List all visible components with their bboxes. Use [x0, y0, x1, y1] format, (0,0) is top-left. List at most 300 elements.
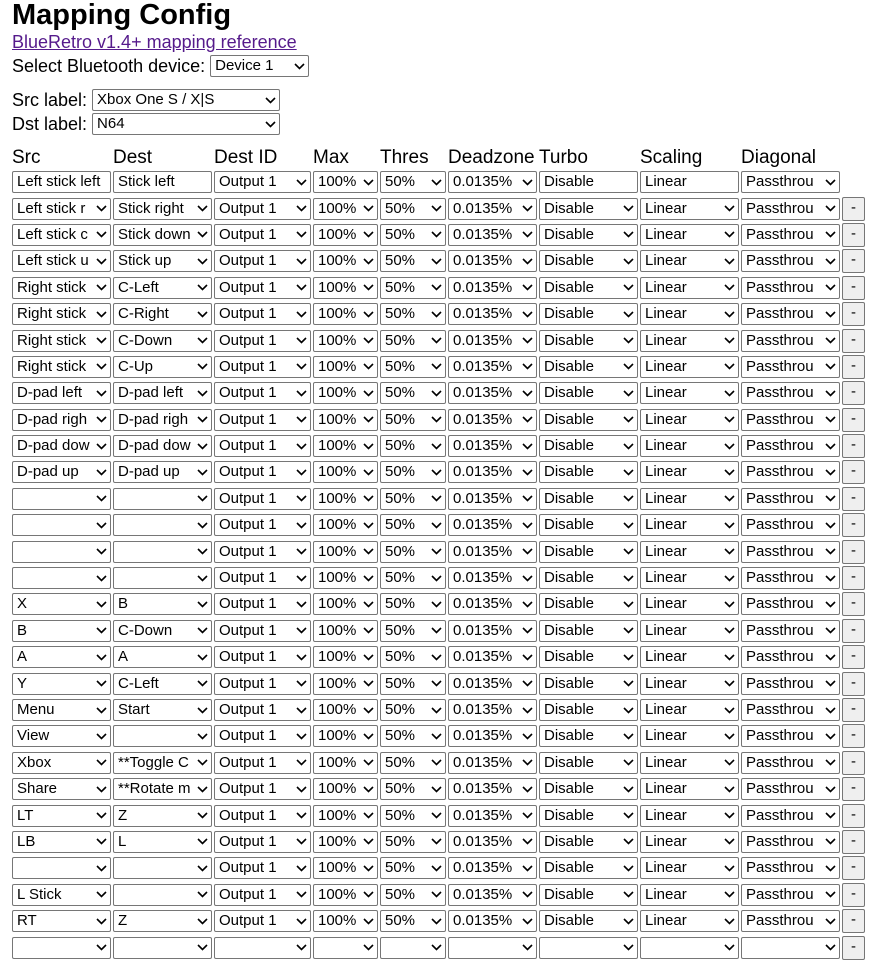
- scaling-select[interactable]: [640, 646, 739, 668]
- remove-row-button[interactable]: -: [842, 804, 865, 828]
- turbo-select[interactable]: [539, 435, 638, 457]
- turbo-select[interactable]: [539, 382, 638, 404]
- dest-id-select[interactable]: [214, 937, 311, 959]
- thres-select[interactable]: [380, 303, 446, 325]
- thres-select[interactable]: [380, 382, 446, 404]
- deadzone-select[interactable]: [448, 752, 537, 774]
- diagonal-select[interactable]: [741, 593, 840, 615]
- deadzone-select[interactable]: [448, 593, 537, 615]
- deadzone-select[interactable]: [448, 409, 537, 431]
- dest-id-select[interactable]: [214, 303, 311, 325]
- src-select[interactable]: [12, 461, 111, 483]
- scaling-select[interactable]: [640, 356, 739, 378]
- src-select[interactable]: [12, 699, 111, 721]
- max-select[interactable]: [313, 699, 378, 721]
- remove-row-button[interactable]: -: [842, 249, 865, 273]
- dest-id-select[interactable]: [214, 224, 311, 246]
- thres-select[interactable]: [380, 435, 446, 457]
- diagonal-select[interactable]: [741, 303, 840, 325]
- dest-id-select[interactable]: [214, 382, 311, 404]
- scaling-select[interactable]: [640, 514, 739, 536]
- dest-select[interactable]: [113, 910, 212, 932]
- diagonal-select[interactable]: [741, 831, 840, 853]
- remove-row-button[interactable]: -: [842, 566, 865, 590]
- remove-row-button[interactable]: -: [842, 645, 865, 669]
- deadzone-select[interactable]: [448, 435, 537, 457]
- diagonal-select[interactable]: [741, 330, 840, 352]
- diagonal-select[interactable]: [741, 620, 840, 642]
- dest-id-select[interactable]: [214, 567, 311, 589]
- dest-select[interactable]: [113, 356, 212, 378]
- dest-id-select[interactable]: [214, 514, 311, 536]
- dest-id-select[interactable]: [214, 541, 311, 563]
- thres-select[interactable]: [380, 910, 446, 932]
- diagonal-select[interactable]: [741, 409, 840, 431]
- dest-select[interactable]: [113, 593, 212, 615]
- scaling-select[interactable]: [640, 435, 739, 457]
- turbo-select[interactable]: [539, 303, 638, 325]
- thres-select[interactable]: [380, 409, 446, 431]
- scaling-select[interactable]: [640, 699, 739, 721]
- max-select[interactable]: [313, 409, 378, 431]
- dest-id-select[interactable]: [214, 831, 311, 853]
- diagonal-select[interactable]: [741, 699, 840, 721]
- dest-select[interactable]: [113, 673, 212, 695]
- dest-id-select[interactable]: [214, 646, 311, 668]
- max-select[interactable]: [313, 884, 378, 906]
- src-select[interactable]: [12, 303, 111, 325]
- deadzone-select[interactable]: [448, 937, 537, 959]
- thres-select[interactable]: [380, 884, 446, 906]
- turbo-select[interactable]: [539, 805, 638, 827]
- turbo-select[interactable]: [539, 673, 638, 695]
- src-select[interactable]: [12, 778, 111, 800]
- deadzone-select[interactable]: [448, 725, 537, 747]
- max-select[interactable]: [313, 725, 378, 747]
- src-select[interactable]: [12, 857, 111, 879]
- thres-select[interactable]: [380, 673, 446, 695]
- remove-row-button[interactable]: -: [842, 487, 865, 511]
- max-select[interactable]: [313, 171, 378, 193]
- max-select[interactable]: [313, 514, 378, 536]
- scaling-select[interactable]: [640, 567, 739, 589]
- max-select[interactable]: [313, 198, 378, 220]
- scaling-select[interactable]: [640, 488, 739, 510]
- dest-select[interactable]: [113, 435, 212, 457]
- dest-select[interactable]: [113, 382, 212, 404]
- deadzone-select[interactable]: [448, 910, 537, 932]
- mapping-reference-link[interactable]: BlueRetro v1.4+ mapping reference: [12, 32, 297, 52]
- diagonal-select[interactable]: [741, 884, 840, 906]
- scaling-select[interactable]: [640, 857, 739, 879]
- src-select[interactable]: [12, 198, 111, 220]
- remove-row-button[interactable]: -: [842, 751, 865, 775]
- thres-select[interactable]: [380, 699, 446, 721]
- turbo-select[interactable]: [539, 937, 638, 959]
- max-select[interactable]: [313, 646, 378, 668]
- src-select[interactable]: [12, 752, 111, 774]
- deadzone-select[interactable]: [448, 303, 537, 325]
- remove-row-button[interactable]: -: [842, 909, 865, 933]
- diagonal-select[interactable]: [741, 382, 840, 404]
- thres-select[interactable]: [380, 356, 446, 378]
- scaling-select[interactable]: [640, 937, 739, 959]
- dest-select[interactable]: [113, 937, 212, 959]
- max-select[interactable]: [313, 857, 378, 879]
- deadzone-select[interactable]: [448, 461, 537, 483]
- remove-row-button[interactable]: -: [842, 381, 865, 405]
- dest-select[interactable]: [113, 620, 212, 642]
- dest-select[interactable]: [113, 514, 212, 536]
- remove-row-button[interactable]: -: [842, 223, 865, 247]
- dest-select[interactable]: [113, 699, 212, 721]
- dest-id-select[interactable]: [214, 699, 311, 721]
- turbo-select[interactable]: [539, 198, 638, 220]
- dest-id-select[interactable]: [214, 725, 311, 747]
- remove-row-button[interactable]: -: [842, 513, 865, 537]
- turbo-select[interactable]: [539, 884, 638, 906]
- turbo-select[interactable]: [539, 224, 638, 246]
- diagonal-select[interactable]: [741, 673, 840, 695]
- dest-id-select[interactable]: [214, 171, 311, 193]
- deadzone-select[interactable]: [448, 277, 537, 299]
- turbo-select[interactable]: [539, 831, 638, 853]
- deadzone-select[interactable]: [448, 778, 537, 800]
- diagonal-select[interactable]: [741, 937, 840, 959]
- remove-row-button[interactable]: -: [842, 434, 865, 458]
- scaling-select[interactable]: [640, 593, 739, 615]
- scaling-select[interactable]: [640, 910, 739, 932]
- scaling-select[interactable]: [640, 171, 739, 193]
- dest-select[interactable]: [113, 884, 212, 906]
- src-select[interactable]: [12, 277, 111, 299]
- src-select[interactable]: [12, 910, 111, 932]
- src-select[interactable]: [12, 620, 111, 642]
- turbo-select[interactable]: [539, 514, 638, 536]
- thres-select[interactable]: [380, 461, 446, 483]
- dest-select[interactable]: [113, 646, 212, 668]
- deadzone-select[interactable]: [448, 488, 537, 510]
- thres-select[interactable]: [380, 514, 446, 536]
- remove-row-button[interactable]: -: [842, 355, 865, 379]
- dest-select[interactable]: [113, 752, 212, 774]
- deadzone-select[interactable]: [448, 250, 537, 272]
- src-select[interactable]: [12, 435, 111, 457]
- dest-select[interactable]: [113, 831, 212, 853]
- diagonal-select[interactable]: [741, 778, 840, 800]
- diagonal-select[interactable]: [741, 514, 840, 536]
- remove-row-button[interactable]: -: [842, 540, 865, 564]
- remove-row-button[interactable]: -: [842, 408, 865, 432]
- src-select[interactable]: [12, 382, 111, 404]
- dest-select[interactable]: [113, 805, 212, 827]
- dest-id-select[interactable]: [214, 857, 311, 879]
- scaling-select[interactable]: [640, 778, 739, 800]
- deadzone-select[interactable]: [448, 805, 537, 827]
- turbo-select[interactable]: [539, 752, 638, 774]
- dest-id-select[interactable]: [214, 673, 311, 695]
- deadzone-select[interactable]: [448, 541, 537, 563]
- scaling-select[interactable]: [640, 277, 739, 299]
- remove-row-button[interactable]: -: [842, 672, 865, 696]
- diagonal-select[interactable]: [741, 488, 840, 510]
- turbo-select[interactable]: [539, 620, 638, 642]
- thres-select[interactable]: [380, 805, 446, 827]
- scaling-select[interactable]: [640, 805, 739, 827]
- deadzone-select[interactable]: [448, 699, 537, 721]
- max-select[interactable]: [313, 382, 378, 404]
- src-select[interactable]: [12, 330, 111, 352]
- dest-id-select[interactable]: [214, 910, 311, 932]
- diagonal-select[interactable]: [741, 910, 840, 932]
- thres-select[interactable]: [380, 277, 446, 299]
- remove-row-button[interactable]: -: [842, 856, 865, 880]
- diagonal-select[interactable]: [741, 250, 840, 272]
- deadzone-select[interactable]: [448, 567, 537, 589]
- scaling-select[interactable]: [640, 330, 739, 352]
- bluetooth-device-select[interactable]: [210, 55, 309, 77]
- deadzone-select[interactable]: [448, 514, 537, 536]
- scaling-select[interactable]: [640, 752, 739, 774]
- thres-select[interactable]: [380, 752, 446, 774]
- remove-row-button[interactable]: -: [842, 460, 865, 484]
- deadzone-select[interactable]: [448, 884, 537, 906]
- scaling-select[interactable]: [640, 409, 739, 431]
- dest-id-select[interactable]: [214, 435, 311, 457]
- remove-row-button[interactable]: -: [842, 724, 865, 748]
- src-select[interactable]: [12, 356, 111, 378]
- thres-select[interactable]: [380, 593, 446, 615]
- src-select[interactable]: [12, 725, 111, 747]
- dest-id-select[interactable]: [214, 488, 311, 510]
- max-select[interactable]: [313, 910, 378, 932]
- deadzone-select[interactable]: [448, 857, 537, 879]
- max-select[interactable]: [313, 250, 378, 272]
- diagonal-select[interactable]: [741, 224, 840, 246]
- turbo-select[interactable]: [539, 171, 638, 193]
- turbo-select[interactable]: [539, 593, 638, 615]
- dest-select[interactable]: [113, 409, 212, 431]
- max-select[interactable]: [313, 831, 378, 853]
- src-select[interactable]: [12, 224, 111, 246]
- deadzone-select[interactable]: [448, 171, 537, 193]
- deadzone-select[interactable]: [448, 330, 537, 352]
- max-select[interactable]: [313, 461, 378, 483]
- diagonal-select[interactable]: [741, 567, 840, 589]
- scaling-select[interactable]: [640, 461, 739, 483]
- turbo-select[interactable]: [539, 646, 638, 668]
- diagonal-select[interactable]: [741, 171, 840, 193]
- turbo-select[interactable]: [539, 409, 638, 431]
- thres-select[interactable]: [380, 831, 446, 853]
- dest-id-select[interactable]: [214, 409, 311, 431]
- dest-id-select[interactable]: [214, 884, 311, 906]
- remove-row-button[interactable]: -: [842, 777, 865, 801]
- turbo-select[interactable]: [539, 461, 638, 483]
- src-select[interactable]: [12, 831, 111, 853]
- src-select[interactable]: [12, 937, 111, 959]
- max-select[interactable]: [313, 620, 378, 642]
- deadzone-select[interactable]: [448, 356, 537, 378]
- dest-id-select[interactable]: [214, 277, 311, 299]
- max-select[interactable]: [313, 224, 378, 246]
- deadzone-select[interactable]: [448, 382, 537, 404]
- max-select[interactable]: [313, 778, 378, 800]
- src-select[interactable]: [12, 593, 111, 615]
- diagonal-select[interactable]: [741, 725, 840, 747]
- deadzone-select[interactable]: [448, 224, 537, 246]
- src-select[interactable]: [12, 646, 111, 668]
- scaling-select[interactable]: [640, 725, 739, 747]
- thres-select[interactable]: [380, 171, 446, 193]
- max-select[interactable]: [313, 488, 378, 510]
- remove-row-button[interactable]: -: [842, 197, 865, 221]
- dest-select[interactable]: [113, 224, 212, 246]
- max-select[interactable]: [313, 593, 378, 615]
- thres-select[interactable]: [380, 646, 446, 668]
- remove-row-button[interactable]: -: [842, 276, 865, 300]
- dest-id-select[interactable]: [214, 620, 311, 642]
- turbo-select[interactable]: [539, 699, 638, 721]
- src-select[interactable]: [12, 567, 111, 589]
- scaling-select[interactable]: [640, 303, 739, 325]
- remove-row-button[interactable]: -: [842, 936, 865, 960]
- src-select[interactable]: [12, 884, 111, 906]
- remove-row-button[interactable]: -: [842, 329, 865, 353]
- diagonal-select[interactable]: [741, 646, 840, 668]
- dest-id-select[interactable]: [214, 198, 311, 220]
- thres-select[interactable]: [380, 778, 446, 800]
- deadzone-select[interactable]: [448, 198, 537, 220]
- max-select[interactable]: [313, 435, 378, 457]
- diagonal-select[interactable]: [741, 435, 840, 457]
- dest-select[interactable]: [113, 778, 212, 800]
- scaling-select[interactable]: [640, 541, 739, 563]
- turbo-select[interactable]: [539, 488, 638, 510]
- remove-row-button[interactable]: -: [842, 830, 865, 854]
- remove-row-button[interactable]: -: [842, 592, 865, 616]
- thres-select[interactable]: [380, 198, 446, 220]
- src-select[interactable]: [12, 541, 111, 563]
- scaling-select[interactable]: [640, 620, 739, 642]
- dest-id-select[interactable]: [214, 250, 311, 272]
- max-select[interactable]: [313, 277, 378, 299]
- dest-select[interactable]: [113, 725, 212, 747]
- turbo-select[interactable]: [539, 541, 638, 563]
- src-select[interactable]: [12, 673, 111, 695]
- diagonal-select[interactable]: [741, 356, 840, 378]
- turbo-select[interactable]: [539, 250, 638, 272]
- dest-select[interactable]: [113, 541, 212, 563]
- scaling-select[interactable]: [640, 884, 739, 906]
- dest-id-select[interactable]: [214, 356, 311, 378]
- turbo-select[interactable]: [539, 778, 638, 800]
- dest-select[interactable]: [113, 488, 212, 510]
- src-label-select[interactable]: [92, 89, 280, 111]
- max-select[interactable]: [313, 673, 378, 695]
- dest-select[interactable]: [113, 857, 212, 879]
- diagonal-select[interactable]: [741, 857, 840, 879]
- max-select[interactable]: [313, 303, 378, 325]
- scaling-select[interactable]: [640, 831, 739, 853]
- dest-select[interactable]: [113, 277, 212, 299]
- thres-select[interactable]: [380, 224, 446, 246]
- scaling-select[interactable]: [640, 224, 739, 246]
- dest-select[interactable]: [113, 303, 212, 325]
- turbo-select[interactable]: [539, 330, 638, 352]
- scaling-select[interactable]: [640, 382, 739, 404]
- dest-select[interactable]: [113, 250, 212, 272]
- remove-row-button[interactable]: -: [842, 619, 865, 643]
- turbo-select[interactable]: [539, 567, 638, 589]
- max-select[interactable]: [313, 937, 378, 959]
- dest-id-select[interactable]: [214, 778, 311, 800]
- dest-id-select[interactable]: [214, 461, 311, 483]
- dest-select[interactable]: [113, 171, 212, 193]
- diagonal-select[interactable]: [741, 198, 840, 220]
- thres-select[interactable]: [380, 567, 446, 589]
- src-select[interactable]: [12, 488, 111, 510]
- diagonal-select[interactable]: [741, 277, 840, 299]
- dest-id-select[interactable]: [214, 330, 311, 352]
- src-select[interactable]: [12, 250, 111, 272]
- thres-select[interactable]: [380, 725, 446, 747]
- thres-select[interactable]: [380, 250, 446, 272]
- src-select[interactable]: [12, 409, 111, 431]
- dest-id-select[interactable]: [214, 752, 311, 774]
- scaling-select[interactable]: [640, 198, 739, 220]
- diagonal-select[interactable]: [741, 461, 840, 483]
- deadzone-select[interactable]: [448, 620, 537, 642]
- remove-row-button[interactable]: -: [842, 883, 865, 907]
- turbo-select[interactable]: [539, 356, 638, 378]
- dest-select[interactable]: [113, 567, 212, 589]
- dest-select[interactable]: [113, 198, 212, 220]
- deadzone-select[interactable]: [448, 646, 537, 668]
- max-select[interactable]: [313, 805, 378, 827]
- dest-id-select[interactable]: [214, 593, 311, 615]
- thres-select[interactable]: [380, 330, 446, 352]
- src-select[interactable]: [12, 805, 111, 827]
- diagonal-select[interactable]: [741, 752, 840, 774]
- remove-row-button[interactable]: -: [842, 302, 865, 326]
- dest-select[interactable]: [113, 461, 212, 483]
- src-select[interactable]: [12, 514, 111, 536]
- scaling-select[interactable]: [640, 673, 739, 695]
- max-select[interactable]: [313, 752, 378, 774]
- dst-label-select[interactable]: [92, 113, 280, 135]
- max-select[interactable]: [313, 541, 378, 563]
- turbo-select[interactable]: [539, 910, 638, 932]
- max-select[interactable]: [313, 567, 378, 589]
- deadzone-select[interactable]: [448, 831, 537, 853]
- thres-select[interactable]: [380, 541, 446, 563]
- thres-select[interactable]: [380, 488, 446, 510]
- dest-select[interactable]: [113, 330, 212, 352]
- turbo-select[interactable]: [539, 277, 638, 299]
- turbo-select[interactable]: [539, 725, 638, 747]
- diagonal-select[interactable]: [741, 805, 840, 827]
- thres-select[interactable]: [380, 937, 446, 959]
- src-select[interactable]: [12, 171, 111, 193]
- thres-select[interactable]: [380, 620, 446, 642]
- remove-row-button[interactable]: -: [842, 698, 865, 722]
- turbo-select[interactable]: [539, 857, 638, 879]
- thres-select[interactable]: [380, 857, 446, 879]
- dest-id-select[interactable]: [214, 805, 311, 827]
- deadzone-select[interactable]: [448, 673, 537, 695]
- max-select[interactable]: [313, 330, 378, 352]
